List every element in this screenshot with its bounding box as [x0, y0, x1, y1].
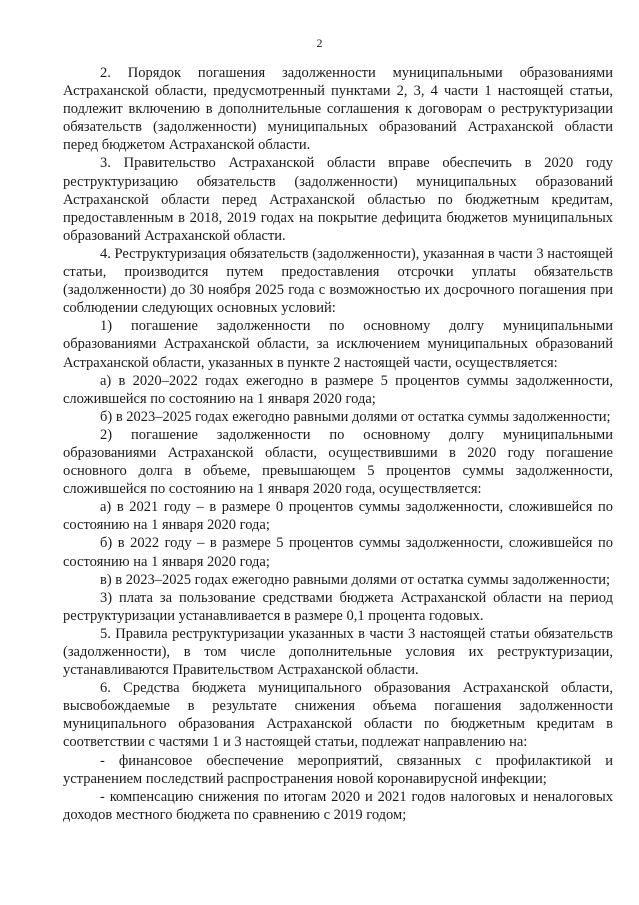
paragraph-part-4: 4. Реструктуризация обязательств (задолженности), указанная в части 3 настоящей статьи, производится путем предоставления отсрочки уплаты обязательств (задолженности) до 30 ноября 2025 года с возможностью их досрочного погашения при соблюдении следующих основных условий:: [63, 245, 613, 317]
paragraph-item-1-b: б) в 2023–2025 годах ежегодно равными долями от остатка суммы задолженности;: [100, 408, 611, 425]
paragraph-item-2-c: в) в 2023–2025 годах ежегодно равными долями от остатка суммы задолженности;: [100, 571, 611, 588]
paragraph-part-6: 6. Средства бюджета муниципального образования Астраханской области, высвобождаемые в результате снижения объема погашения задолженности муниципального образования Астраханской области по бюджетным кредитам в соответствии с частями 1 и 3 настоящей статьи, подлежат направлению на:: [63, 680, 613, 751]
paragraph-list-item-1: - финансовое обеспечение мероприятий, связанных с профилактикой и устранением последствий распространения новой коронавирусной инфекции;: [63, 752, 613, 787]
document-body: [63, 64, 613, 824]
paragraph-part-3: 3. Правительство Астраханской области вправе обеспечить в 2020 году реструктуризацию обязательств (задолженности) муниципальных образований Астраханской области перед Астраханской областью по бюджетным кредитам, предоставленным в 2018, 2019 годах на покрытие дефицита бюджетов муниципальных образований Астраханской области.: [63, 155, 613, 244]
paragraph-part-2: 2. Порядок погашения задолженности муниципальными образованиями Астраханской области, предусмотренный пунктами 2, 3, 4 части 1 настоящей статьи, подлежит включению в дополнительные соглашения к договорам о реструктуризации обязательств (задолженности) муниципальных образований Астраханской области перед бюджетом Астраханской области.: [63, 65, 613, 154]
page-number: 2: [316, 36, 323, 50]
paragraph-list-item-2: - компенсацию снижения по итогам 2020 и 2021 годов налоговых и неналоговых доходов местного бюджета по сравнению с 2019 годом;: [63, 788, 613, 823]
paragraph-item-2-a: а) в 2021 году – в размере 0 процентов суммы задолженности, сложившейся по состоянию на 1 января 2020 года;: [63, 499, 613, 534]
paragraph-item-1-a: а) в 2020–2022 годах ежегодно в размере 5 процентов суммы задолженности, сложившейся по состоянию на 1 января 2020 года;: [63, 372, 613, 407]
paragraph-part-5: 5. Правила реструктуризации указанных в части 3 настоящей статьи обязательств (задолженности), в том числе дополнительные условия их реструктуризации, устанавливаются Правительством Астраханской области.: [63, 625, 613, 679]
paragraph-item-2: 2) погашение задолженности по основному долгу муниципальными образованиями Астраханской области, осуществившими в 2020 году погашение основного долга в объеме, превышающем 5 процентов суммы задолженности, сложившейся по состоянию на 1 января 2020 года, осуществляется:: [63, 426, 613, 498]
paragraph-item-1: 1) погашение задолженности по основному долгу муниципальными образованиями Астраханской области, за исключением муниципальных образований Астраханской области, указанных в пункте 2 настоящей части, осуществляется:: [63, 318, 613, 371]
paragraph-item-2-b: б) в 2022 году – в размере 5 процентов суммы задолженности, сложившейся по состоянию на 1 января 2020 года;: [63, 535, 613, 570]
paragraph-item-3: 3) плата за пользование средствами бюджета Астраханской области на период реструктуризации устанавливается в размере 0,1 процента годовых.: [63, 589, 613, 624]
